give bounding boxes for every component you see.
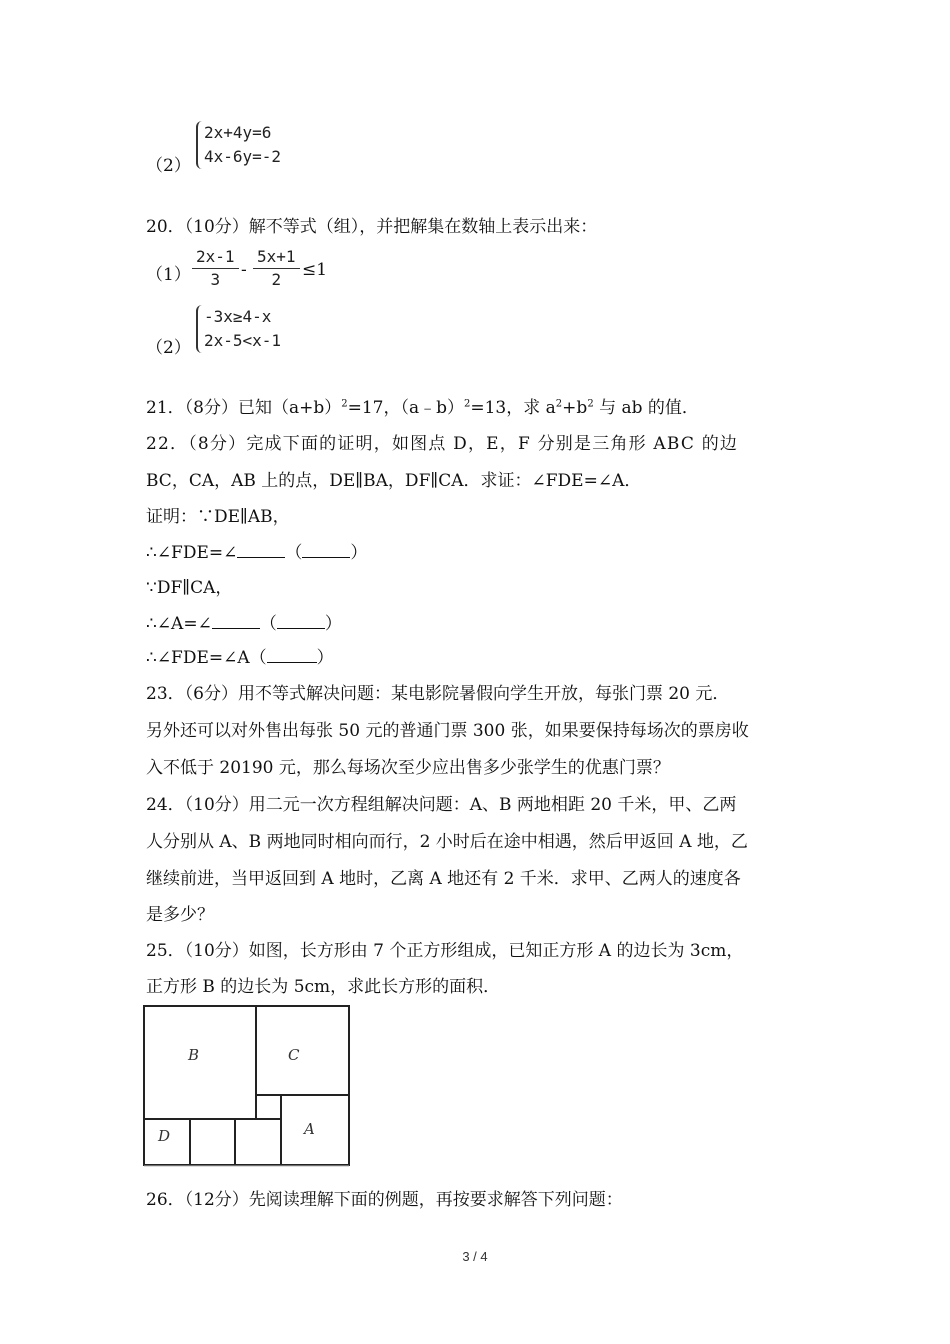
- q22-line3: 证明：∵DE∥AB，: [146, 507, 290, 527]
- q22-line5: ∵DF∥CA，: [146, 578, 233, 598]
- q22-line7-text: ∴∠FDE=∠A（: [146, 648, 267, 668]
- square-a-label: A: [304, 1120, 315, 1138]
- q25-line2: 正方形 B 的边长为 5cm，求此长方形的面积．: [146, 977, 501, 997]
- blank: [277, 614, 325, 629]
- q20-inequality-system: [196, 305, 281, 353]
- q24-line3: 继续前进，当甲返回到 A 地时，乙离 A 地还有 2 千米．求甲、乙两人的速度各: [146, 869, 741, 889]
- q22-line4-close: ）: [350, 543, 368, 563]
- q24-line2: 人分别从 A、B 两地同时相向而行，2 小时后在途中相遇，然后甲返回 A 地，乙: [146, 832, 748, 852]
- q20-ineq1: -3x≥4-x: [204, 307, 272, 326]
- blank: [267, 648, 317, 663]
- q20-frac2-denominator: 2: [271, 270, 282, 289]
- q21-sup2: 2: [464, 398, 471, 410]
- q19-equation-system: [196, 121, 281, 169]
- q21-tail: 与 ab 的值．: [593, 398, 699, 418]
- blank: [302, 543, 350, 558]
- q20-minus-sign: -: [241, 260, 247, 280]
- q25-rectangle-figure: [143, 1005, 351, 1167]
- q20-fraction-2: [253, 246, 300, 291]
- q22-line4-open: （: [285, 543, 303, 563]
- q19-eq2: 4x-6y=-2: [204, 147, 282, 166]
- q19-part2-label: （2）: [146, 156, 191, 176]
- q22-line4-text: ∴∠FDE=∠: [146, 543, 238, 563]
- q20-title: 20．（10分）解不等式（组），并把解集在数轴上表示出来：: [146, 217, 598, 237]
- q20-part2-label: （2）: [146, 338, 191, 358]
- outer-rectangle: [144, 1006, 349, 1165]
- square-c-label: C: [288, 1046, 300, 1064]
- q22-line6-open: （: [259, 614, 277, 634]
- square-b-label: B: [188, 1046, 200, 1064]
- q25-line1: 25．（10分）如图，长方形由 7 个正方形组成，已知正方形 A 的边长为 3cm，: [146, 941, 744, 961]
- q24-line1: 24．（10分）用二元一次方程组解决问题：A、B 两地相距 20 千米，甲、乙两: [146, 795, 737, 815]
- blank: [237, 543, 285, 558]
- q21-sup3: 2: [555, 398, 563, 410]
- q20-frac1-numerator: 2x-1: [192, 246, 239, 269]
- q22-line7: [146, 643, 334, 668]
- q21-text: [146, 393, 699, 418]
- q21-mid1: =17，（a﹣b）: [347, 398, 464, 418]
- q20-part1-label: （1）: [146, 265, 191, 285]
- q20-fraction-1: [192, 246, 239, 291]
- q22-line6: [146, 609, 342, 634]
- q20-frac1-denominator: 3: [210, 270, 221, 289]
- square-d-label: D: [158, 1127, 171, 1145]
- q21-sup1: 2: [341, 398, 348, 410]
- q22-line1: 22．（8分）完成下面的证明，如图点 D，E，F 分别是三角形 ABC 的边: [146, 434, 739, 454]
- q20-ineq2: 2x-5<x-1: [204, 331, 282, 350]
- q26-line1: 26．（12分）先阅读理解下面的例题，再按要求解答下列问题：: [146, 1190, 623, 1210]
- page-number: 3 / 4: [462, 1249, 488, 1264]
- q21-pre: 21．（8分）已知（a+b）: [146, 398, 342, 418]
- q19-eq1: 2x+4y=6: [204, 123, 272, 142]
- q22-line6-close: ）: [324, 614, 342, 634]
- q23-line3: 入不低于 20190 元，那么每场次至少应出售多少张学生的优惠门票？: [146, 758, 670, 778]
- q21-mid3: +b: [562, 398, 588, 418]
- q22-line6-text: ∴∠A=∠: [146, 614, 212, 634]
- blank: [212, 614, 260, 629]
- q20-frac2-numerator: 5x+1: [253, 246, 300, 269]
- q23-line1: 23．（6分）用不等式解决问题：某电影院暑假向学生开放，每张门票 20 元．: [146, 684, 730, 704]
- q21-mid2: =13，求 a: [470, 398, 556, 418]
- q22-line7-close: ）: [316, 648, 334, 668]
- q20-inequality-tail: ≤1: [302, 260, 328, 280]
- q22-line4: [146, 538, 367, 563]
- q24-line4: 是多少？: [146, 905, 214, 925]
- q23-line2: 另外还可以对外售出每张 50 元的普通门票 300 张，如果要保持每场次的票房收: [146, 721, 749, 741]
- q21-sup4: 2: [587, 398, 594, 410]
- q22-line2: BC，CA，AB 上的点，DE∥BA，DF∥CA．求证：∠FDE=∠A．: [146, 471, 642, 491]
